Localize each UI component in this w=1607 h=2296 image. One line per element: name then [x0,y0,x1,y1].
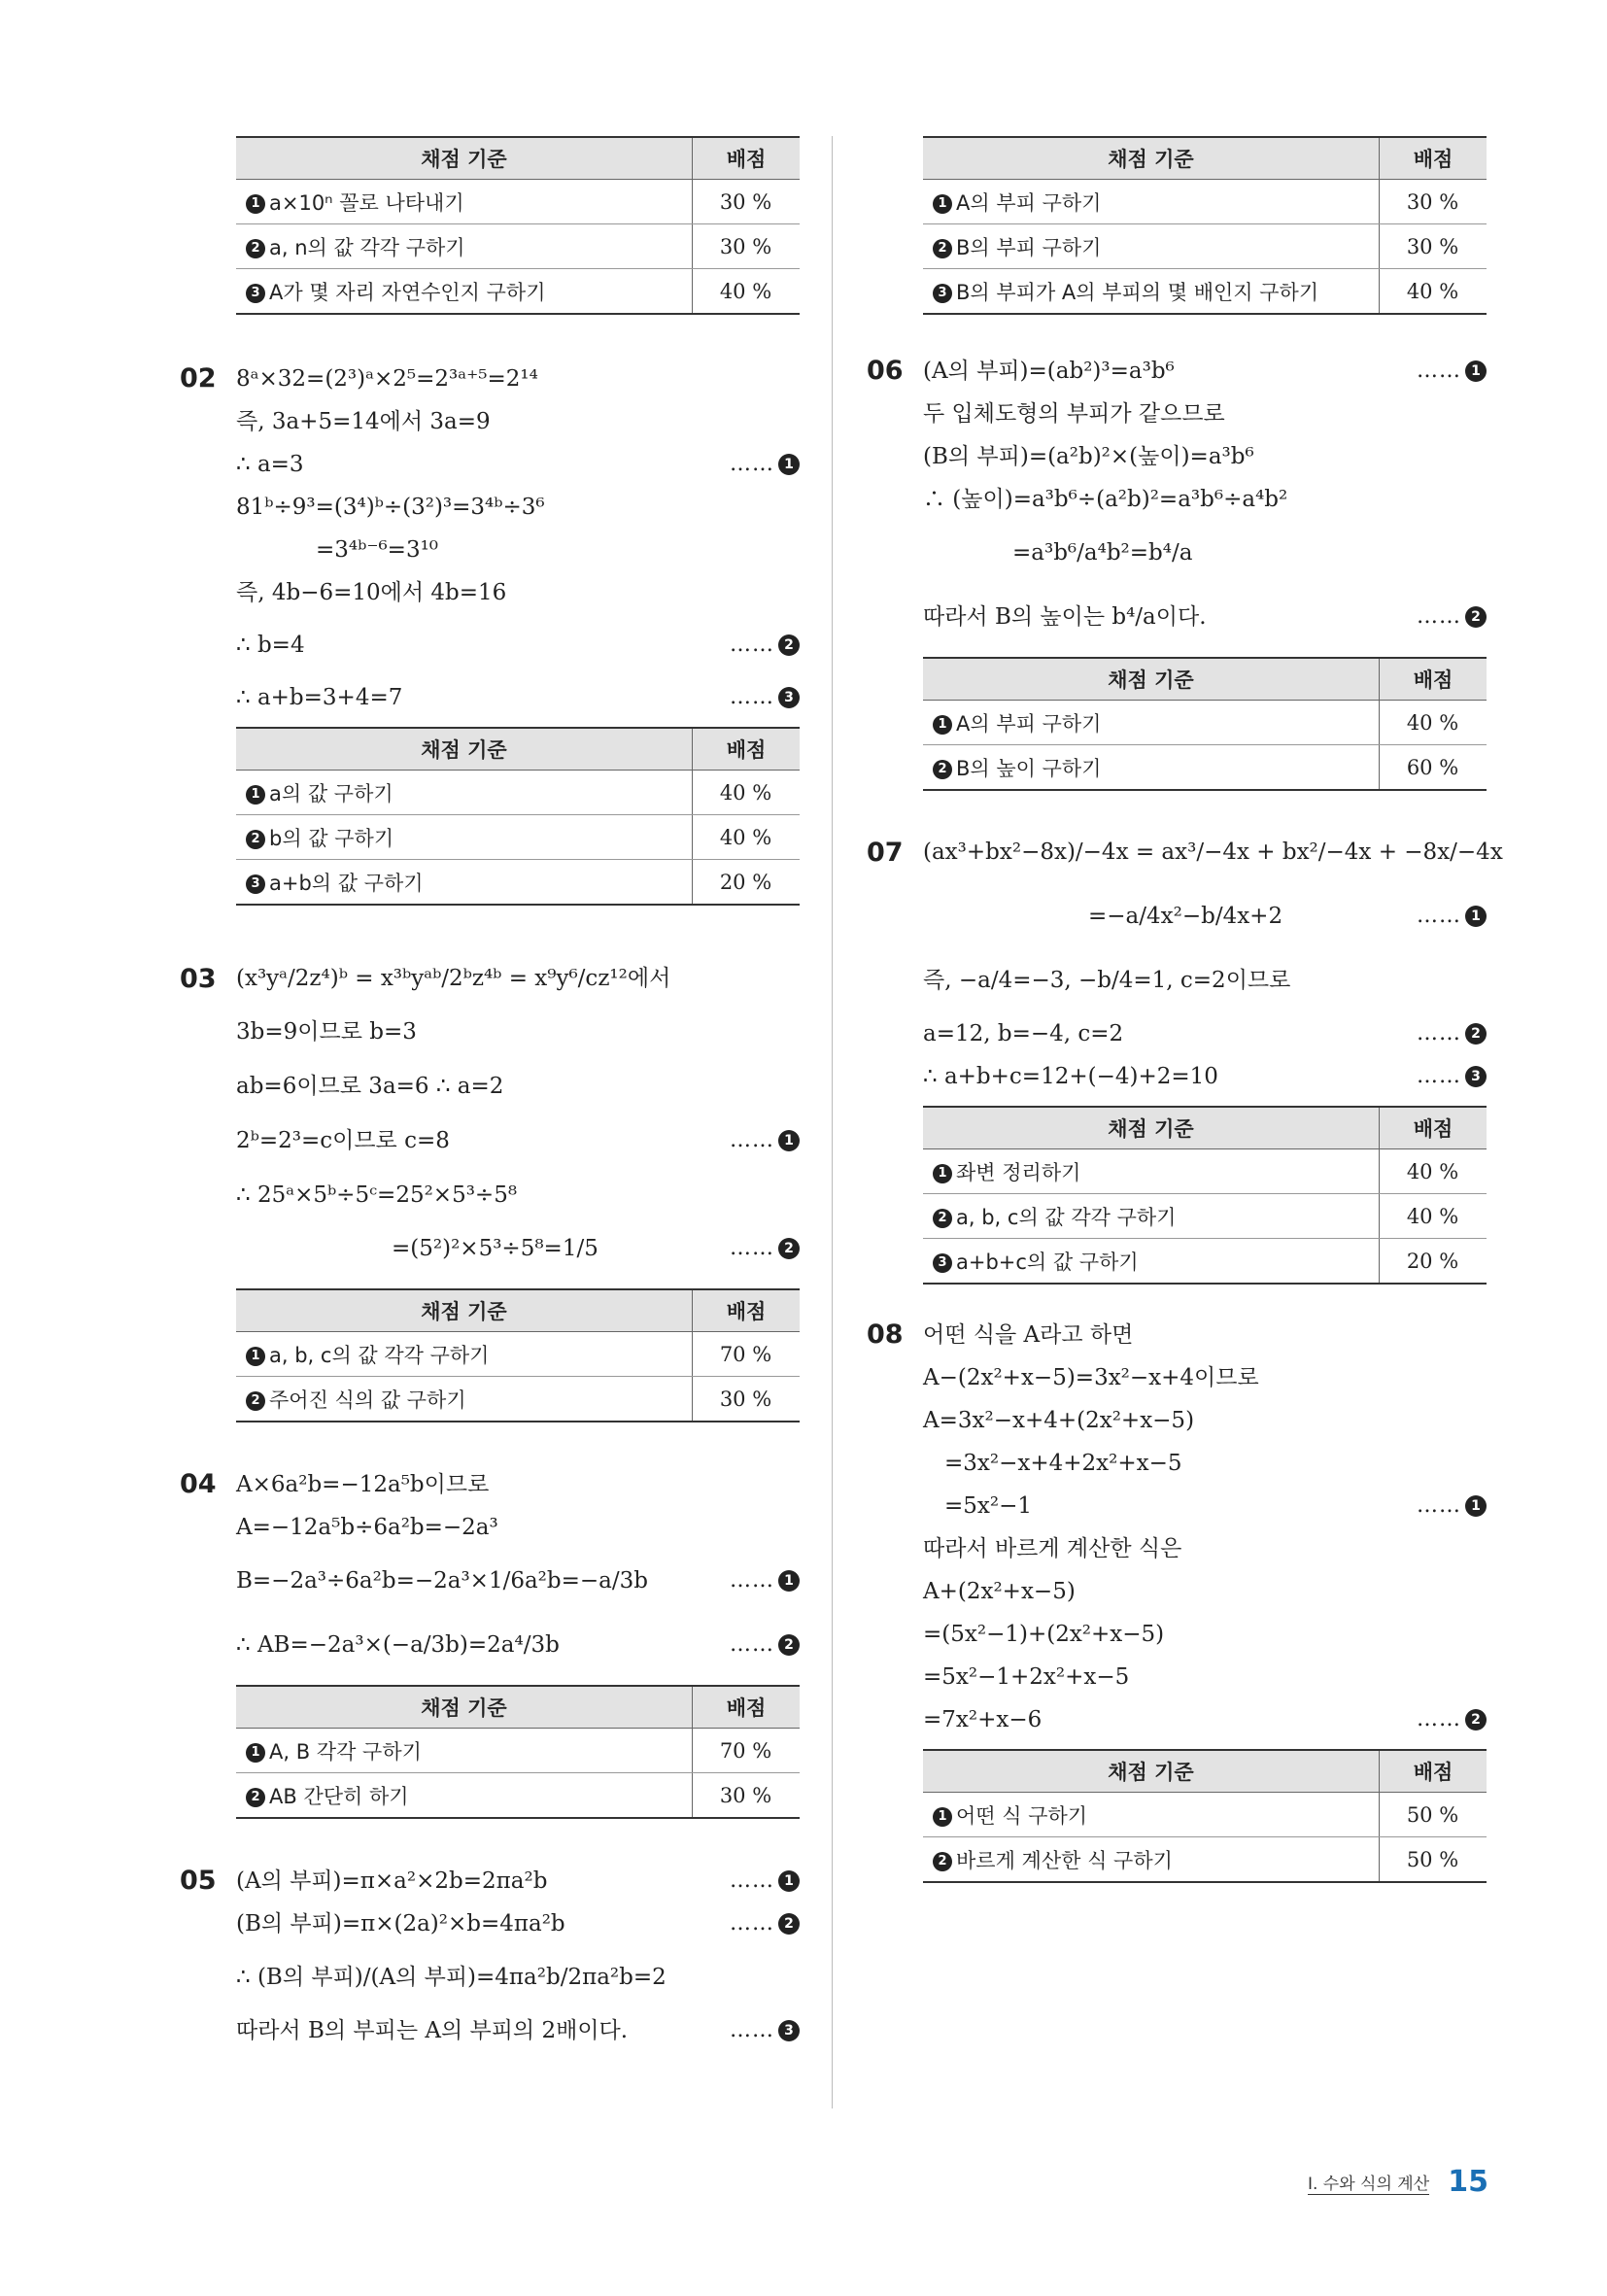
solution-line [923,1442,1487,1485]
solution-line: 어떤 식을 A라고 하면 [923,1322,1134,1348]
step-badge-3: 3 [246,874,265,894]
rubric-header-criteria: 채점 기준 [923,1750,1380,1793]
rubric-pct: 40 % [1380,269,1487,315]
rubric-header-score: 배점 [693,137,801,180]
rubric-text: A의 부피 구하기 [956,711,1102,736]
step-marker-1-icon: 1 [778,1870,800,1892]
step-marker-2-icon: 2 [778,1913,800,1935]
rubric-text: A의 부피 구하기 [956,190,1102,215]
solution-line: 3b=9이므로 b=3 [236,1019,417,1045]
solution-line: A=−12a⁵b÷6a²b=−2a³ [236,1515,498,1540]
step-marker-3-icon: 3 [778,2020,800,2041]
rubric-text: a+b+c의 값 구하기 [956,1250,1139,1274]
step-marker-2-icon: 2 [1465,1023,1487,1045]
solution-text: 2ᵇ=2³=c이므로 c=8 [236,1128,450,1153]
rubric-text: B의 부피가 A의 부피의 몇 배인지 구하기 [956,280,1319,304]
solution-line [236,529,800,571]
solution-line [923,1485,1487,1527]
step-marker: …… 3 [730,676,800,719]
solution-text: ∴ b=4 [236,633,305,658]
rubric-pct: 40 % [1380,1194,1487,1239]
step-marker: …… 2 [1417,1012,1487,1055]
step-marker-2-icon: 2 [778,1238,800,1259]
step-marker-3-icon: 3 [778,687,800,708]
problem-number: 05 [180,1866,217,1896]
rubric-text: a+b의 값 구하기 [269,871,424,895]
problem-05 [180,1860,800,2052]
solution-text: (A의 부피)=π×a²×2b=2πa²b [236,1868,548,1894]
rubric-text: a, n의 값 각각 구하기 [269,235,465,259]
rubric-text: a, b, c의 값 각각 구하기 [269,1343,490,1367]
rubric-table-08 [923,1749,1487,1883]
step-marker: …… 1 [1417,1485,1487,1527]
rubric-pct: 60 % [1380,745,1487,791]
rubric-text: a의 값 구하기 [269,781,393,805]
solution-line [236,1860,800,1902]
rubric-header-criteria: 채점 기준 [923,137,1380,180]
rubric-header-criteria: 채점 기준 [923,658,1380,701]
rubric-text: B의 높이 구하기 [956,756,1102,780]
rubric-pct: 30 % [1380,180,1487,224]
step-marker: …… 2 [730,624,800,667]
solution-line: ∴ (B의 부피)/(A의 부피)=4πa²b/2πa²b=2 [236,1965,667,1990]
rubric-header-criteria: 채점 기준 [923,1107,1380,1149]
solution-line [923,884,1487,948]
rubric-row [236,815,800,860]
step-marker-1-icon: 1 [778,1570,800,1592]
step-badge-1: 1 [246,1743,265,1763]
rubric-text: A, B 각각 구하기 [269,1739,422,1764]
problem-number: 06 [867,356,904,386]
solution-line: 따라서 바르게 계산한 식은 [923,1536,1182,1561]
solution-line: A=3x²−x+4+(2x²+x−5) [923,1408,1195,1433]
solution-text: =3⁴ᵇ⁻⁶=3¹⁰ [316,537,439,563]
solution-text: =3x²−x+4+2x²+x−5 [944,1451,1182,1476]
rubric-row [923,269,1487,315]
solution-line [236,2009,800,2052]
problem-04 [180,1463,800,1819]
step-badge-2: 2 [246,1788,265,1807]
solution-text: (B의 부피)=π×(2a)²×b=4πa²b [236,1911,565,1936]
step-marker: …… 3 [730,2009,800,2052]
solution-line [923,1055,1487,1098]
page-footer [1308,2165,1488,2199]
step-badge-2: 2 [246,1391,265,1411]
problem-number: 03 [180,964,217,994]
solution-line: (ax³+bx²−8x)/−4x = ax³/−4x + bx²/−4x + −8x/−4x [923,840,1503,865]
rubric-pct: 30 % [693,1773,801,1819]
problem-number: 07 [867,838,904,868]
problem-number: 08 [867,1319,904,1350]
rubric-header-score: 배점 [1380,137,1487,180]
rubric-row [923,180,1487,224]
solution-text: =5x²−1 [944,1493,1033,1519]
rubric-row [236,269,800,315]
rubric-text: 바르게 계산한 식 구하기 [956,1848,1173,1872]
rubric-row [236,771,800,815]
step-marker-2-icon: 2 [1465,1709,1487,1731]
solution-line: 즉, −a/4=−3, −b/4=1, c=2이므로 [923,968,1291,993]
rubric-row [923,1239,1487,1285]
solution-text: =−a/4x²−b/4x+2 [1088,904,1283,929]
solution-line [236,1613,800,1677]
solution-line [236,676,800,719]
solution-line: 즉, 3a+5=14에서 3a=9 [236,409,491,434]
step-marker-2-icon: 2 [778,634,800,656]
rubric-header-score: 배점 [1380,658,1487,701]
rubric-table-04 [236,1685,800,1819]
solution-text: B=−2a³÷6a²b=−2a³×1/6a²b=−a/3b [236,1568,648,1593]
rubric-row [923,1793,1487,1837]
rubric-header-score: 배점 [693,1289,801,1332]
solution-line [923,585,1487,649]
solution-line [923,1012,1487,1055]
step-badge-2: 2 [933,1852,952,1871]
step-badge-1: 1 [933,715,952,735]
step-marker-1-icon: 1 [1465,1495,1487,1517]
solution-line: 즉, 4b−6=10에서 4b=16 [236,580,507,605]
solution-text: ∴ a+b+c=12+(−4)+2=10 [923,1064,1218,1089]
solution-text: ∴ AB=−2a³×(−a/3b)=2a⁴/3b [236,1632,560,1658]
step-marker: …… 2 [1417,585,1487,649]
step-badge-2: 2 [933,1209,952,1228]
rubric-header-criteria: 채점 기준 [236,1289,693,1332]
rubric-header-score: 배점 [1380,1107,1487,1149]
rubric-row [236,180,800,224]
rubric-header-criteria: 채점 기준 [236,1686,693,1729]
step-marker: …… 1 [1417,884,1487,948]
rubric-row [923,701,1487,745]
step-marker: …… 1 [730,1860,800,1902]
step-badge-1: 1 [933,194,952,214]
solution-text: ∴ a=3 [236,452,304,477]
solution-line [236,1549,800,1613]
solution-line: (x³yᵃ/2z⁴)ᵇ = x³ᵇyᵃᵇ/2ᵇz⁴ᵇ = x⁹y⁶/cz¹²에서 [236,966,671,991]
solution-line [236,1217,800,1281]
solution-line: ∴ (높이)=a³b⁶÷(a²b)²=a³b⁶÷a⁴b² [923,487,1288,512]
step-marker-2-icon: 2 [778,1634,800,1656]
problem-number: 02 [180,363,217,394]
rubric-row [236,224,800,269]
solution-text: 따라서 B의 높이는 b⁴/a이다. [923,604,1207,630]
rubric-table-05 [923,136,1487,315]
rubric-row [923,1837,1487,1883]
rubric-row [236,1377,800,1422]
rubric-header-score: 배점 [693,1686,801,1729]
rubric-pct: 30 % [693,1377,801,1422]
rubric-header-criteria: 채점 기준 [236,728,693,771]
rubric-table-02 [236,727,800,906]
solution-line [236,1902,800,1945]
solution-text: (A의 부피)=(ab²)³=a³b⁶ [923,359,1175,384]
step-marker-1-icon: 1 [778,454,800,475]
solution-text: =(5²)²×5³÷5⁸=1/5 [392,1236,598,1261]
problem-02 [180,358,800,906]
solution-line [923,350,1487,393]
solution-text: =7x²+x−6 [923,1707,1043,1732]
rubric-header-score: 배점 [1380,1750,1487,1793]
left-column [180,136,800,2052]
solution-text: a=12, b=−4, c=2 [923,1021,1124,1046]
step-marker-3-icon: 3 [1465,1066,1487,1087]
step-badge-2: 2 [246,239,265,258]
rubric-pct: 40 % [1380,1149,1487,1194]
solution-line: 두 입체도형의 부피가 같으므로 [923,401,1225,427]
right-column [867,136,1503,1883]
rubric-table-06 [923,657,1487,791]
rubric-pct: 50 % [1380,1793,1487,1837]
rubric-pct: 50 % [1380,1837,1487,1883]
rubric-pct: 70 % [693,1332,801,1377]
column-divider [832,136,833,2108]
rubric-pct: 40 % [1380,701,1487,745]
step-marker-1-icon: 1 [778,1130,800,1151]
rubric-row [236,1332,800,1377]
step-badge-2: 2 [933,760,952,779]
solution-line [236,624,800,667]
page-number: 15 [1448,2165,1488,2199]
solution-line: ab=6이므로 3a=6 ∴ a=2 [236,1074,504,1099]
solution-line [923,521,1487,585]
step-marker-1-icon: 1 [1465,360,1487,382]
rubric-pct: 70 % [693,1729,801,1773]
rubric-row [923,1194,1487,1239]
step-badge-3: 3 [246,284,265,303]
rubric-text: a×10ⁿ 꼴로 나타내기 [269,190,464,215]
solution-line [236,1119,800,1162]
step-marker: …… 1 [1417,350,1487,393]
solution-line [923,1698,1487,1741]
step-badge-3: 3 [933,1253,952,1273]
rubric-row [923,1149,1487,1194]
solution-line: =(5x²−1)+(2x²+x−5) [923,1622,1165,1647]
rubric-pct: 40 % [693,815,801,860]
rubric-text: AB 간단히 하기 [269,1784,409,1808]
step-badge-2: 2 [246,830,265,849]
solution-line: A−(2x²+x−5)=3x²−x+4이므로 [923,1365,1259,1390]
solution-line [236,443,800,486]
step-marker: …… 3 [1417,1055,1487,1098]
step-marker: …… 2 [730,1613,800,1677]
rubric-pct: 40 % [693,771,801,815]
solution-line: A×6a²b=−12a⁵b이므로 [236,1472,490,1497]
problem-03 [180,946,800,1422]
step-marker: …… 1 [730,1549,800,1613]
rubric-pct: 30 % [693,180,801,224]
rubric-pct: 20 % [1380,1239,1487,1285]
chapter-title: I. 수와 식의 계산 [1307,2175,1430,2194]
step-badge-1: 1 [933,1807,952,1827]
solution-line: A+(2x²+x−5) [923,1579,1076,1604]
step-marker: …… 2 [730,1217,800,1281]
solution-line: (B의 부피)=(a²b)²×(높이)=a³b⁶ [923,444,1254,469]
rubric-header-score: 배점 [693,728,801,771]
solution-line: 8ᵃ×32=(2³)ᵃ×2⁵=2³ᵃ⁺⁵=2¹⁴ [236,366,538,392]
step-marker-2-icon: 2 [1465,606,1487,628]
rubric-header-row [236,137,800,180]
rubric-text: 좌변 정리하기 [956,1160,1081,1184]
step-marker: …… 2 [730,1902,800,1945]
solution-line: 81ᵇ÷9³=(3⁴)ᵇ÷(3²)³=3⁴ᵇ÷3⁶ [236,495,545,520]
rubric-pct: 40 % [693,269,801,315]
problem-number: 04 [180,1469,217,1499]
solution-text: 따라서 B의 부피는 A의 부피의 2배이다. [236,2018,629,2043]
problem-08 [867,1314,1487,1883]
step-badge-2: 2 [933,239,952,258]
rubric-pct: 30 % [693,224,801,269]
solution-text: =a³b⁶/a⁴b²=b⁴/a [1012,540,1193,565]
rubric-text: B의 부피 구하기 [956,235,1102,259]
step-badge-1: 1 [246,1347,265,1366]
rubric-table-03 [236,1288,800,1422]
step-badge-3: 3 [933,284,952,303]
rubric-text: b의 값 구하기 [269,826,394,850]
step-marker: …… 1 [730,443,800,486]
rubric-table-07 [923,1106,1487,1285]
step-badge-1: 1 [933,1164,952,1183]
rubric-pct: 20 % [693,860,801,906]
step-marker-1-icon: 1 [1465,906,1487,927]
rubric-row [236,1773,800,1819]
rubric-pct: 30 % [1380,224,1487,269]
rubric-text: a, b, c의 값 각각 구하기 [956,1205,1177,1229]
rubric-text: A가 몇 자리 자연수인지 구하기 [269,280,546,304]
rubric-table-01 [236,136,800,315]
rubric-row [236,1729,800,1773]
rubric-row [923,745,1487,791]
step-badge-1: 1 [246,194,265,214]
rubric-row [236,860,800,906]
step-marker: …… 1 [730,1119,800,1162]
rubric-text: 주어진 식의 값 구하기 [269,1388,466,1412]
step-marker: …… 2 [1417,1698,1487,1741]
rubric-row [923,224,1487,269]
problem-06 [867,350,1487,791]
problem-07 [867,820,1503,1285]
solution-line: =5x²−1+2x²+x−5 [923,1664,1130,1690]
step-badge-1: 1 [246,785,265,805]
solution-line: ∴ 25ᵃ×5ᵇ÷5ᶜ=25²×5³÷5⁸ [236,1182,518,1208]
rubric-text: 어떤 식 구하기 [956,1803,1088,1828]
solution-text: ∴ a+b=3+4=7 [236,685,403,710]
rubric-header-criteria: 채점 기준 [236,137,693,180]
